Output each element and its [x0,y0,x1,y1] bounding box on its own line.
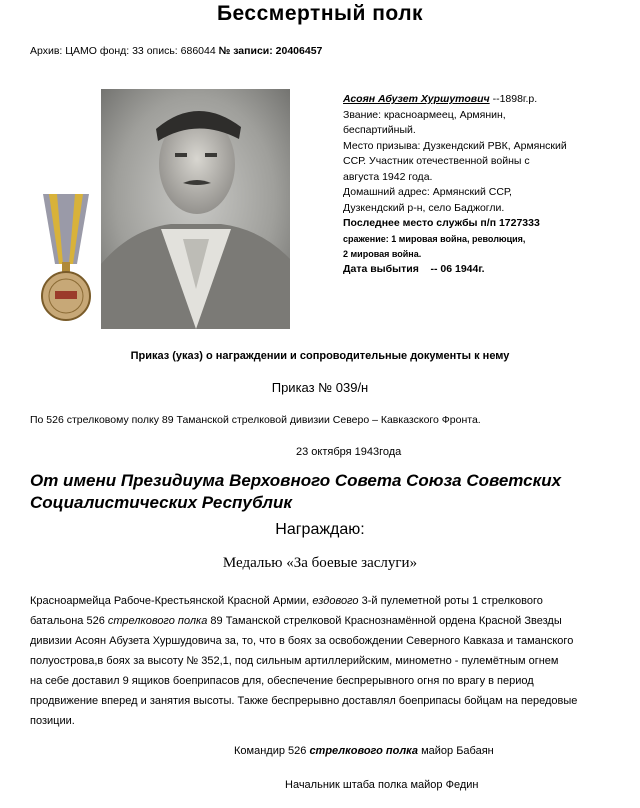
archive-reference [30,45,322,57]
commander-title: Командир 526 [234,745,310,757]
soldier-portrait-photo [101,89,290,329]
award-verb: Награждаю: [275,521,365,538]
commander-unit: стрелкового полка [309,745,419,757]
page-title: Бессмертный полк [216,2,424,25]
citation-text: 89 Таманской стрелковой Краснознамённой ордена Красной Звезды [207,615,562,627]
rank-line: Звание: красноармеец, Армянин, [343,108,506,121]
citation-line: полуострова,в боях за высоту № 352,1, под сильным артиллерийским, минометно - пулемётным огнем [30,655,559,667]
departure-date: Дата выбытия -- 06 1944г. [343,262,485,275]
draft-place-line-3: августа 1942 года. [343,170,433,183]
party-line: беспартийный. [343,124,416,136]
citation-line: на себе доставил 9 ящиков боеприпасов для, обеспечение беспрерывного огня по врагу в период [30,675,534,687]
soldier-name: Асоян Абузет Хуршутович [343,93,490,105]
archive-prefix: Архив: ЦАМО фонд: 33 опись: 686044 [30,45,216,57]
battles-line-2: 2 мировая война. [343,248,422,259]
commander-signature [234,745,494,757]
citation-line: дивизии Асоян Абузета Хуршудовича за, то, что в боях за освобождении Северного Кавказа и таманского [30,635,574,647]
citation-text: Красноармейца Рабоче-Крестьянской Красной Армии, [30,595,313,607]
citation-italic: ездового [312,595,359,607]
regiment-line: По 526 стрелковому полку 89 Таманской стрелковой дивизии Северо – Кавказского Фронта. [30,414,481,426]
order-section-heading: Приказ (указ) о награждении и сопроводительные документы к нему [130,350,510,362]
draft-place-line-1: Место призыва: Дузкендский РВК, Армянский [343,139,567,152]
last-service-place: Последнее место службы п/п 1727333 [343,217,540,229]
order-number: Приказ № 039/н [271,380,369,395]
citation-text: 3-й пулеметной роты 1 стрелкового [358,595,543,607]
presidium-line-2: Социалистических Республик [30,493,292,512]
commander-name: майор Бабаян [418,745,494,757]
home-address-line-2: Дузкендский р-н, село Баджогли. [343,201,505,214]
medal-for-combat-merit-image [33,194,99,324]
award-citation [30,591,618,731]
birth-year: --1898г.р. [489,93,538,105]
chief-of-staff-signature: Начальник штаба полка майор Федин [285,779,479,791]
draft-place-line-2: ССР. Участник отечественной войны с [343,155,530,167]
medal-name: Медалью «За боевые заслуги» [222,555,418,571]
soldier-info-block [343,92,623,277]
presidium-statement [30,470,630,514]
presidium-line-1: От имени Президиума Верховного Совета Союза Советских [30,471,562,490]
archive-record-number: № записи: 20406457 [218,45,323,57]
citation-line: позиции. [30,715,75,727]
citation-text: батальона 526 [30,615,108,627]
home-address-line-1: Домашний адрес: Армянский ССР, [343,186,512,198]
battles-line-1: сражение: 1 мировая война, революция, [343,233,526,244]
order-date: 23 октября 1943года [296,446,402,458]
citation-italic: стрелкового полка [107,615,208,627]
citation-line: продвижение вперед и занятия высоты. Также беспрерывно доставлял боеприпасы бойцам на передовые [30,695,578,707]
